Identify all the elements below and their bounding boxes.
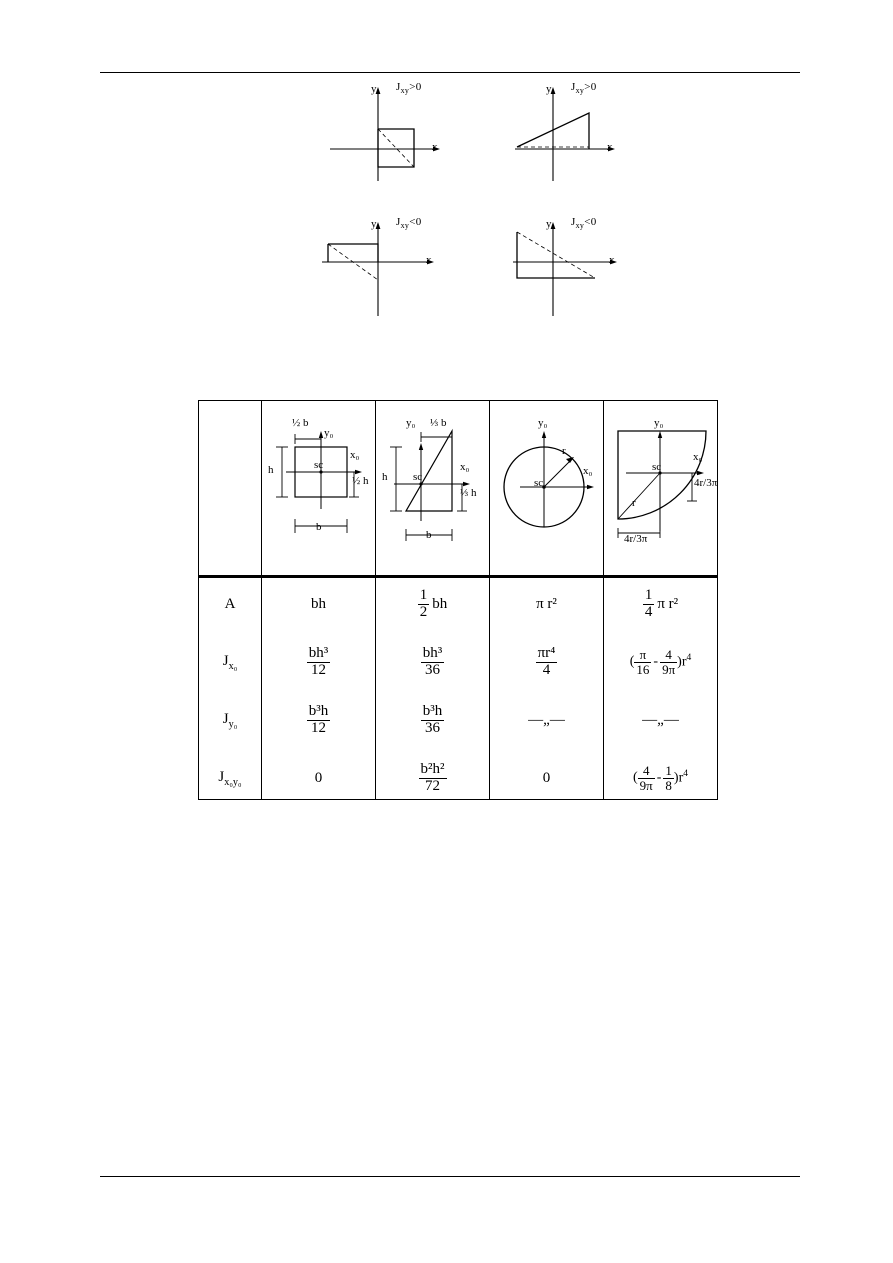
axis-label-x: x bbox=[607, 141, 613, 153]
sign-figure-1-label: $J_{xy}>0$ bbox=[396, 81, 422, 96]
axis-label-y: y bbox=[546, 218, 552, 230]
triangle-axis-x-label: x₀ bbox=[460, 461, 470, 473]
sign-figure-2 bbox=[505, 81, 650, 185]
quarter-dim-r: r bbox=[632, 497, 636, 509]
cell-jx0y0-circle: 0 bbox=[542, 769, 551, 786]
cell-jy0-triangle: $\frac{\text{b³h}}{36}$ bbox=[422, 702, 443, 736]
cell-jx0-rectangle: $\frac{\text{bh³}}{12}$ bbox=[308, 644, 329, 678]
quarter-centroid-label: sc bbox=[652, 461, 662, 473]
circle-axis-y-label: y₀ bbox=[538, 417, 548, 429]
cell-area-triangle: $\frac{1}{2}$ bh bbox=[419, 586, 448, 620]
rect-axis-y-label: y₀ bbox=[324, 427, 334, 439]
cell-jy0-circle: —„— bbox=[528, 711, 565, 728]
rect-offset-half-b: ½ b bbox=[292, 417, 309, 429]
row-label-jy0: $J_{y_0}$ bbox=[222, 710, 238, 730]
row-label-jx0: $J_{x_0}$ bbox=[222, 652, 238, 672]
triangle-offset-third-h: ⅓ h bbox=[460, 487, 477, 499]
shape-cell-rectangle bbox=[262, 401, 375, 575]
cell-area-quarter: $\frac{1}{4}$ π r² bbox=[644, 586, 679, 620]
footer-rule bbox=[100, 1176, 800, 1177]
triangle-axis-y-label: y₀ bbox=[406, 417, 416, 429]
cell-jx0y0-quarter: ( $\frac{4}{9\pi}$ - $\frac{1}{8}$ )$r^4$ bbox=[632, 762, 688, 793]
sign-figure-4-label: $J_{xy}<0$ bbox=[571, 216, 597, 231]
quarter-offset-y: 4r/3π bbox=[694, 477, 718, 489]
triangle-offset-third-b: ⅓ b bbox=[430, 417, 447, 429]
cell-jx0y0-rectangle: 0 bbox=[314, 769, 323, 786]
cell-jx0-quarter: ( $\frac{\pi}{16}$ - $\frac{4}{9\pi}$ )$r^4$ bbox=[629, 646, 692, 677]
sign-figure-3-label: $J_{xy}<0$ bbox=[396, 216, 422, 231]
quarter-axis-y-label: y₀ bbox=[654, 417, 664, 429]
shape-cell-triangle bbox=[376, 401, 489, 575]
triangle-dim-h: h bbox=[382, 471, 388, 483]
sign-figure-4 bbox=[505, 216, 650, 320]
rect-axis-x-label: x₀ bbox=[350, 449, 360, 461]
rect-dim-h: h bbox=[268, 464, 274, 476]
rect-centroid-label: sc bbox=[314, 459, 324, 471]
cell-jx0y0-triangle: $\frac{\text{b²h²}}{72}$ bbox=[420, 760, 445, 794]
triangle-centroid-label: sc bbox=[413, 471, 423, 483]
rect-offset-half-h: ½ h bbox=[352, 475, 369, 487]
axis-label-x: x bbox=[609, 254, 615, 266]
triangle-dim-b: b bbox=[426, 529, 432, 541]
cell-area-rectangle: bh bbox=[311, 595, 326, 612]
axis-label-x: x bbox=[426, 254, 432, 266]
section-properties-table bbox=[198, 400, 718, 800]
axis-label-y: y bbox=[371, 218, 377, 230]
rect-dim-b: b bbox=[316, 521, 322, 533]
header-rule bbox=[100, 72, 800, 73]
quarter-axis-x-label: x₀ bbox=[693, 451, 703, 463]
axis-label-y: y bbox=[371, 83, 377, 95]
circle-centroid-label: sc bbox=[534, 477, 544, 489]
circle-axis-x-label: x₀ bbox=[583, 465, 593, 477]
cell-jy0-rectangle: $\frac{\text{b³h}}{12}$ bbox=[308, 702, 329, 736]
sign-convention-figures bbox=[290, 81, 650, 315]
sign-figure-3 bbox=[310, 216, 455, 320]
quarter-offset-x: 4r/3π bbox=[624, 533, 648, 545]
row-label-area: A bbox=[224, 595, 236, 612]
axis-label-x: x bbox=[432, 141, 438, 153]
circle-dim-r: r bbox=[562, 445, 566, 457]
cell-jx0-circle: $\frac{\text{πr⁴}}{4}$ bbox=[537, 644, 556, 678]
shape-cell-quarter-circle bbox=[604, 401, 717, 575]
axis-label-y: y bbox=[546, 83, 552, 95]
cell-jx0-triangle: $\frac{\text{bh³}}{36}$ bbox=[422, 644, 443, 678]
cell-area-circle: π r² bbox=[536, 595, 557, 612]
shape-cell-circle bbox=[490, 401, 603, 575]
sign-figure-1 bbox=[310, 81, 455, 185]
cell-jy0-quarter: —„— bbox=[642, 711, 679, 728]
row-label-jx0y0: $J_{x_0y_0}$ bbox=[218, 768, 242, 788]
sign-figure-2-label: $J_{xy}>0$ bbox=[571, 81, 597, 96]
